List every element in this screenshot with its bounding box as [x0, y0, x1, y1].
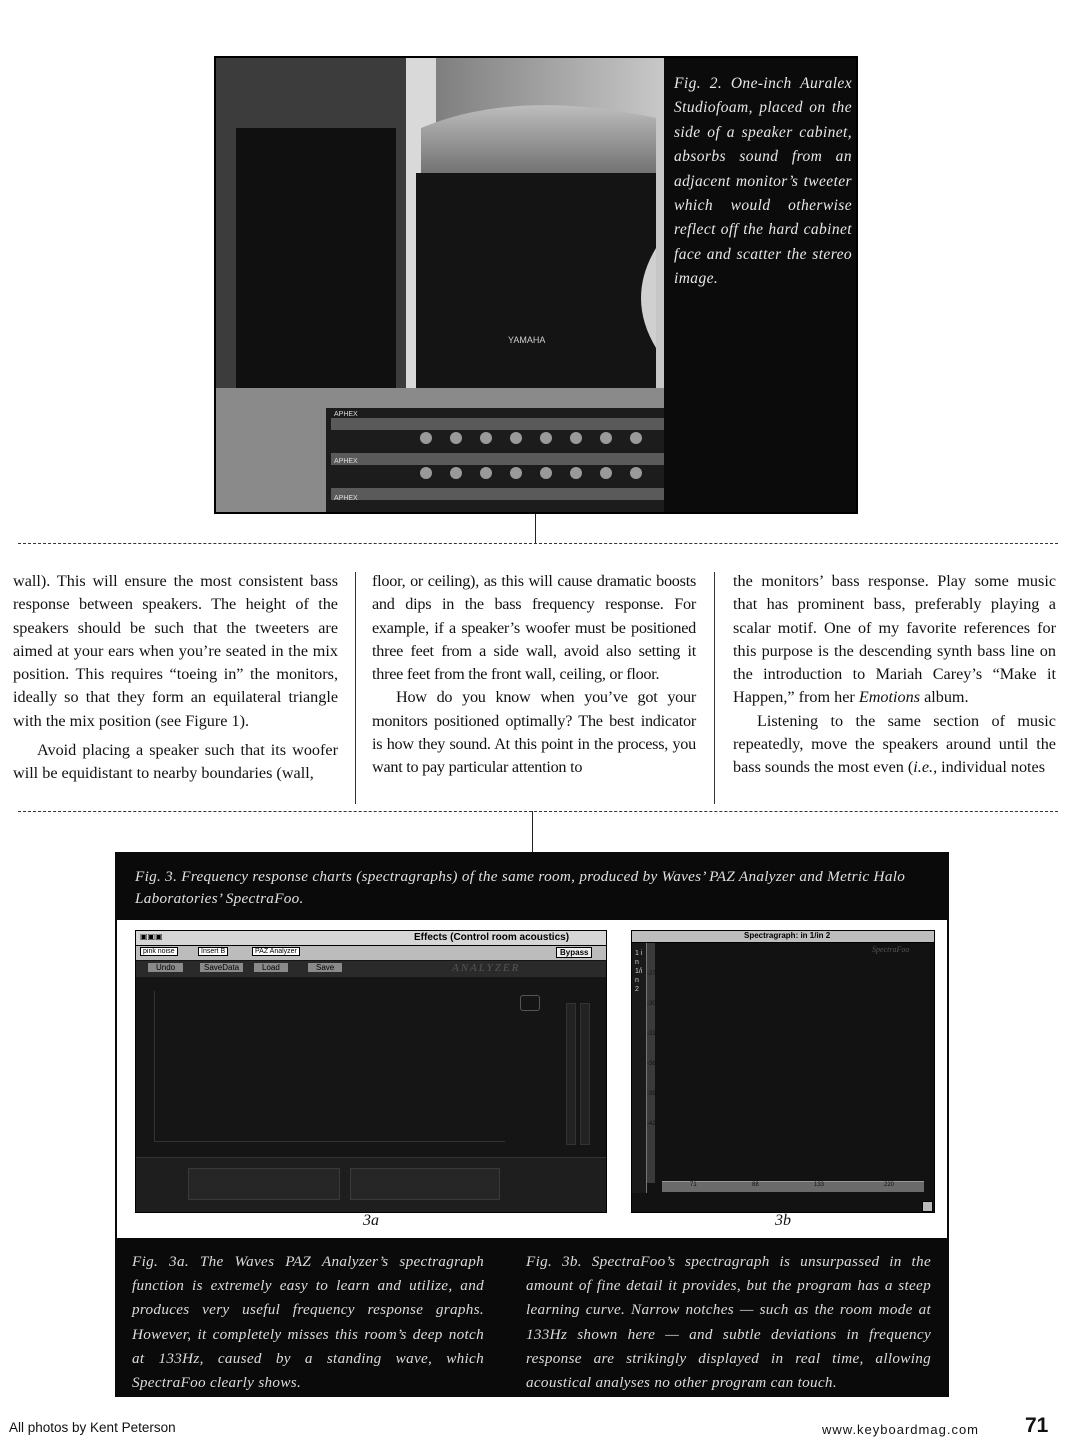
paz-toolbar [136, 961, 606, 977]
spectrafoo-screenshot [631, 930, 935, 1213]
paz-controls-left[interactable] [188, 1168, 340, 1200]
paz-save-button[interactable]: Save [308, 963, 342, 972]
body-column-2 [372, 570, 696, 780]
paz-menu-bar [136, 946, 606, 960]
column-rule-1 [355, 572, 356, 804]
foo-resize-handle[interactable] [922, 1201, 933, 1212]
foo-x-tick: 133 [814, 1182, 825, 1188]
foo-title-bar [632, 931, 934, 943]
figure-3-caption: Fig. 3. Frequency response charts (spectragraphs) of the same room, produced by Waves’ PAZ Analyzer and Metric Halo Laboratories’ SpectraFoo. [135, 868, 906, 907]
figure-3a-caption: Fig. 3a. The Waves PAZ Analyzer’s spectragraph function is extremely easy to learn and utilize, and produces very useful frequency response graphs. However, it completely misses this room’s deep notch at 133Hz, caused by a standing wave, which SpectraFoo clearly shows. [132, 1253, 484, 1392]
album-title: Emotions [858, 688, 921, 707]
col1-paragraph-1: wall). This will ensure the most consistent bass response between speakers. The height of the speakers should be such that the tweeters are aimed at your ears when you’re seated in the mix position. This requires “toeing in” the monitors, ideally so that they form an equilateral triangle with the mix position (see Figure 1). [13, 572, 338, 730]
paz-bypass-button[interactable]: Bypass [556, 947, 592, 958]
website-url: www.keyboardmag.com [822, 1422, 979, 1437]
paz-meter-left [566, 1003, 576, 1145]
col3-paragraph-2 [733, 710, 1056, 780]
foo-y-axis [647, 943, 655, 1183]
paz-logo: ANALYZER [452, 962, 521, 974]
paz-menu-plugin[interactable]: PAZ Analyzer [252, 947, 300, 956]
rack-brand-1: APHEX [334, 411, 358, 418]
paz-menu-source[interactable]: pink noise [140, 947, 178, 956]
column-rule-2 [714, 572, 715, 804]
foo-y-tick: -33 [647, 1031, 656, 1037]
figure-3-panel [117, 920, 947, 1238]
paz-window-title: Effects (Control room acoustics) [414, 932, 570, 943]
col1-paragraph-2: Avoid placing a speaker such that its woofer will be equidistant to nearby boundaries (wall, [13, 741, 338, 783]
figure-3b-caption: Fig. 3b. SpectraFoo’s spectragraph is unsurpassed in the amount of fine detail it provides, but the program has a steep learning curve. Narrow notches — such as the room mode at 133Hz shown here — and subtle deviations in frequency response are strikingly displayed in real time, allowing acoustical analyses no other program can touch. [526, 1253, 931, 1392]
connector-line-bottom [532, 811, 533, 852]
paz-load-button[interactable]: Load [254, 963, 288, 972]
paz-zoom-icon[interactable] [520, 995, 540, 1011]
foo-y-tick: -39 [647, 1091, 656, 1097]
foo-window-title: Spectragraph: in 1/in 2 [744, 931, 831, 940]
figure-3a-label: 3a [363, 1212, 379, 1229]
figure-2-caption: Fig. 2. One-inch Auralex Studiofoam, placed on the side of a speaker cabinet, absorbs sound from an adjacent monitor’s tweeter which would otherwise reflect off the hard cabinet face and scatter the stereo image. [674, 75, 852, 288]
col3-paragraph-1 [733, 570, 1056, 710]
col2-paragraph-2: How do you know when you’ve got your monitors positioned optimally? The best indicator is how they sound. At this point in the process, you want to pay particular attention to [372, 688, 696, 777]
paz-undo-button[interactable]: Undo [148, 963, 183, 972]
paz-savedata-button[interactable]: SaveData [200, 963, 243, 972]
paz-graph-area [154, 991, 505, 1142]
col3-p2-text: Listening to the same section of music repeatedly, move the speakers around until the bass sounds the most even ( [733, 711, 1056, 777]
foo-side-strip [632, 943, 647, 1193]
window-controls-icon: ▣▣▣ [140, 932, 163, 941]
rack-brand-2: APHEX [334, 458, 358, 465]
body-column-1 [13, 570, 338, 786]
rack-brand-3: APHEX [334, 495, 358, 502]
figure-3b-label: 3b [775, 1212, 791, 1229]
paz-control-strip [136, 1157, 606, 1213]
foo-brand: SpectraFoo [872, 945, 910, 954]
figure-3 [115, 852, 949, 1397]
paz-analyzer-screenshot [135, 930, 607, 1213]
foo-y-tick: -42 [647, 1121, 656, 1127]
paz-title-bar [136, 931, 606, 946]
connector-line-top [535, 514, 536, 544]
col3-p1-tail: album. [920, 688, 969, 707]
photo-illustration [216, 58, 664, 512]
speaker-brand-text: YAMAHA [508, 335, 546, 345]
col3-p2-tail: individual notes [937, 758, 1046, 777]
foo-y-tick: -30 [647, 1001, 656, 1007]
foo-side-label: 1 in 1/in 2 [635, 950, 643, 993]
studio-photo [216, 58, 664, 512]
foo-x-tick: 220 [884, 1182, 895, 1188]
paz-meter-right [580, 1003, 590, 1145]
paz-controls-right[interactable] [350, 1168, 500, 1200]
foam-panel [421, 105, 656, 178]
col2-paragraph-1: floor, or ceiling), as this will cause dramatic boosts and dips in the bass frequency response. For example, if a speaker’s woofer must be positioned three feet from a side wall, avoid also setting it three feet from the front wall, ceiling, or floor. [372, 572, 696, 684]
foo-x-tick: 88 [752, 1182, 759, 1188]
foo-y-tick: -27 [647, 971, 656, 977]
foo-x-axis [662, 1181, 924, 1192]
foo-y-tick: -36 [647, 1061, 656, 1067]
body-column-3 [733, 570, 1056, 780]
dashed-divider-top [18, 543, 1058, 544]
page-number: 71 [1025, 1414, 1049, 1437]
foo-x-tick: 71 [690, 1182, 697, 1188]
ie-abbrev: i.e., [913, 758, 938, 777]
photo-credit: All photos by Kent Peterson [9, 1420, 176, 1435]
figure-2 [214, 56, 858, 514]
dashed-divider-bottom [18, 811, 1058, 812]
col3-p1-text: the monitors’ bass response. Play some music that has prominent bass, preferably playing a scalar motif. One of my favorite references for this purpose is the descending synth bass line on the introduction to Mariah Carey’s “Make it Happen,” from her [733, 572, 1056, 707]
right-speaker [416, 173, 656, 403]
paz-menu-insert[interactable]: Insert B [198, 947, 228, 956]
